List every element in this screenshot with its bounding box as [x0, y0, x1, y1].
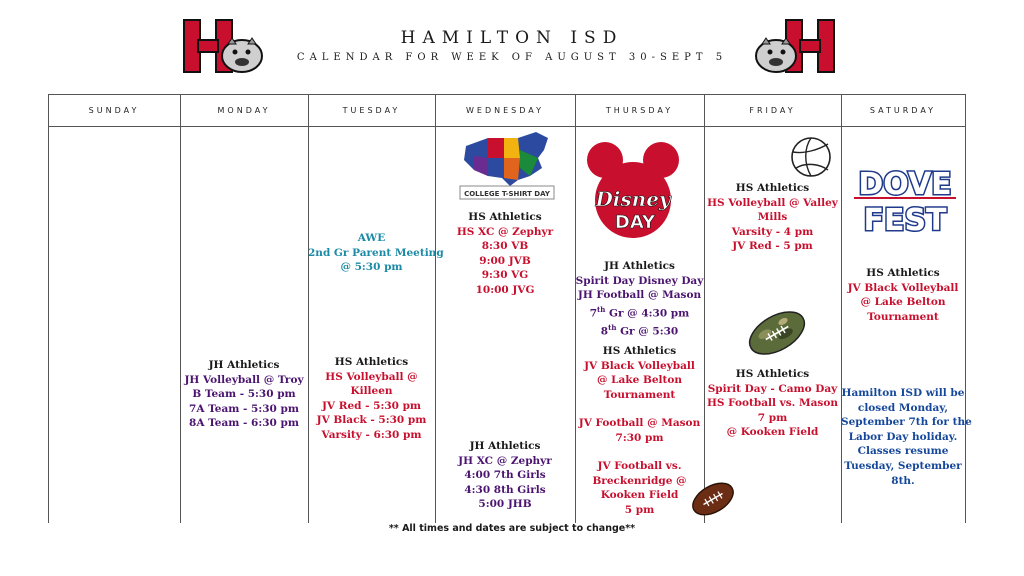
- event-line: JV Black Volleyball: [584, 359, 695, 372]
- tuesday-awe: [308, 231, 444, 275]
- notice-line: closed Monday,: [857, 401, 949, 414]
- column-divider: [704, 95, 705, 523]
- event-heading: JH Athletics: [469, 440, 541, 452]
- camo-football-icon: [744, 306, 810, 360]
- event-heading: HS Athletics: [468, 211, 542, 223]
- event-line: 7 pm: [757, 411, 788, 424]
- day-header-friday: FRIDAY: [749, 106, 796, 115]
- day-header-sunday: SUNDAY: [88, 106, 140, 115]
- event-line: JH Football @ Mason: [577, 289, 702, 302]
- event-line: JH Volleyball @ Troy: [184, 373, 304, 386]
- event-heading: HS Athletics: [602, 345, 677, 357]
- badge-label-1: DOVE: [858, 167, 952, 202]
- event-heading: HS Athletics: [735, 368, 810, 380]
- day-header-thursday: THURSDAY: [605, 106, 674, 115]
- event-heading: HS Athletics: [735, 182, 810, 194]
- event-line: [575, 303, 704, 321]
- page-title: HAMILTON ISD: [400, 28, 624, 48]
- ordinal-suffix: th: [608, 322, 617, 332]
- badge-label-2: FEST: [863, 203, 947, 238]
- event-line: HS Volleyball @: [325, 370, 418, 383]
- event-line: [575, 321, 704, 339]
- event-line: @ Lake Belton: [597, 374, 682, 387]
- disney-day-badge: [585, 138, 681, 248]
- mickey-icon: [585, 138, 681, 248]
- event-line: HS XC @ Zephyr: [456, 225, 554, 238]
- event-line: 9:30 VG: [481, 269, 529, 282]
- event-heading: JH Athletics: [208, 359, 280, 371]
- event-line: 8:30 VB: [481, 240, 529, 253]
- event-line: AWE: [357, 232, 386, 244]
- grade-number: 7: [589, 307, 598, 320]
- event-line: HS Football vs. Mason: [707, 397, 838, 410]
- thursday-hs-athletics: [575, 344, 704, 402]
- wednesday-hs-athletics: [435, 210, 575, 298]
- event-line: Spirit Day Disney Day: [575, 274, 704, 287]
- event-line: Mills: [757, 211, 788, 224]
- notice-line: Labor Day holiday.: [848, 430, 958, 443]
- event-line: @ 5:30 pm: [340, 261, 403, 274]
- badge-label: COLLEGE T-SHIRT DAY: [464, 190, 550, 198]
- notice-line: Tuesday, September: [844, 459, 962, 472]
- event-line: 9:00 JVB: [479, 254, 531, 267]
- column-divider: [48, 95, 49, 523]
- day-header-saturday: SATURDAY: [869, 106, 937, 115]
- event-line: Spirit Day - Camo Day: [707, 382, 838, 395]
- saturday-closure-notice: [841, 386, 972, 488]
- disclaimer-footer: ** All times and dates are subject to change**: [388, 523, 636, 534]
- day-header-tuesday: TUESDAY: [342, 106, 401, 115]
- event-line: Varsity - 4 pm: [731, 225, 814, 238]
- badge-label-2: DAY: [614, 212, 656, 233]
- wednesday-jh-athletics: [435, 439, 575, 512]
- event-heading: JH Athletics: [604, 260, 675, 272]
- event-line: 7A Team - 5:30 pm: [189, 402, 299, 415]
- event-line: 2nd Gr Parent Meeting: [308, 246, 444, 259]
- event-line: JH XC @ Zephyr: [458, 454, 552, 467]
- event-line: B Team - 5:30 pm: [192, 388, 296, 401]
- notice-line: 8th.: [891, 474, 915, 487]
- day-header-wednesday: WEDNESDAY: [466, 106, 544, 115]
- notice-line: Classes resume: [857, 445, 949, 458]
- event-line: @ Lake Belton: [860, 296, 946, 309]
- event-line: JV Black - 5:30 pm: [316, 414, 427, 427]
- saturday-hs-athletics: [841, 266, 965, 324]
- event-line: JV Black Volleyball: [847, 281, 959, 294]
- event-line: 5 pm: [624, 503, 655, 516]
- volleyball-icon: [790, 136, 832, 178]
- event-line: JV Red - 5 pm: [732, 240, 813, 253]
- ordinal-suffix: th: [597, 304, 606, 314]
- college-tshirt-day-badge: [458, 128, 556, 202]
- event-line: 10:00 JVG: [475, 283, 535, 296]
- thursday-jv-football-mason: [575, 416, 704, 445]
- event-line: JV Football @ Mason: [578, 417, 701, 429]
- dove-fest-badge: [848, 160, 962, 240]
- event-line: Breckenridge @: [592, 474, 687, 487]
- badge-label-1: Disney: [595, 187, 671, 211]
- event-line: Killeen: [350, 385, 393, 398]
- event-heading: HS Athletics: [866, 267, 940, 279]
- event-line: Varsity - 6:30 pm: [321, 428, 422, 441]
- event-line: 8A Team - 6:30 pm: [189, 417, 299, 430]
- football-icon: [688, 478, 738, 520]
- event-line: 7:30 pm: [615, 431, 664, 444]
- event-line: 4:00 7th Girls: [464, 469, 546, 482]
- thursday-jh-athletics: [575, 259, 704, 339]
- notice-line: Hamilton ISD will be: [841, 387, 965, 399]
- page-subtitle: CALENDAR FOR WEEK OF AUGUST 30-SEPT 5: [296, 52, 728, 63]
- day-header-monday: MONDAY: [217, 106, 271, 115]
- event-time: Gr @ 4:30 pm: [605, 307, 690, 320]
- column-divider: [308, 95, 309, 523]
- event-line: HS Volleyball @ Valley: [707, 196, 838, 209]
- column-divider: [180, 95, 181, 523]
- event-line: 5:00 JHB: [478, 498, 532, 511]
- usa-map-icon: [458, 128, 556, 202]
- event-line: Kooken Field: [600, 489, 679, 502]
- event-line: @ Kooken Field: [726, 426, 819, 439]
- tuesday-hs-athletics: [308, 355, 435, 443]
- monday-jh-athletics: [180, 358, 308, 431]
- event-time: Gr @ 5:30: [616, 325, 679, 338]
- column-divider: [965, 95, 966, 523]
- event-line: Tournament: [603, 388, 676, 401]
- event-line: Tournament: [867, 310, 939, 323]
- event-line: JV Football vs.: [597, 460, 682, 472]
- friday-hs-athletics: [704, 181, 841, 254]
- grade-number: 8: [600, 325, 609, 338]
- event-line: 4:30 8th Girls: [464, 483, 546, 496]
- friday-hs-athletics-football: [704, 367, 841, 440]
- event-heading: HS Athletics: [334, 356, 409, 368]
- event-line: JV Red - 5:30 pm: [321, 399, 422, 412]
- notice-line: September 7th for the: [841, 416, 972, 429]
- header-divider: [48, 126, 966, 127]
- thursday-jv-football-breckenridge: [575, 459, 704, 517]
